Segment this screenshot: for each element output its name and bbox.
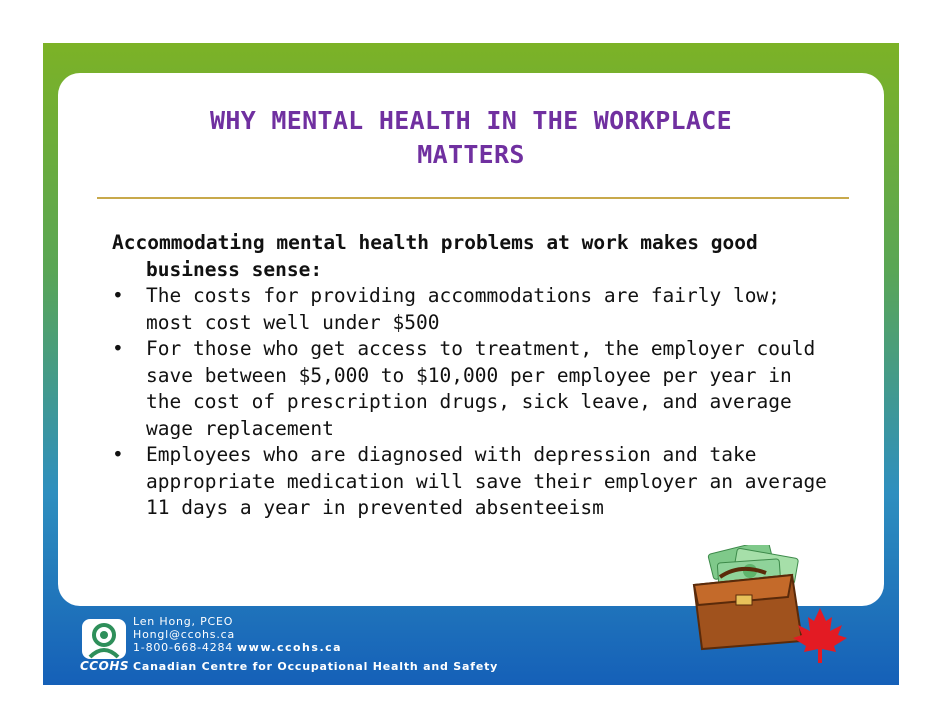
slide-title bbox=[0, 104, 942, 172]
bullet-symbol: • bbox=[112, 284, 124, 307]
contact-name: Len Hong, PCEO bbox=[133, 615, 234, 628]
contact-block bbox=[133, 615, 235, 654]
bullet-text: For those who get access to treatment, the employer could save between $5,000 to $10,000 per employee per year in the cost of prescription drugs, sick leave, and average wage replacement bbox=[146, 337, 816, 440]
bullet-item bbox=[112, 336, 832, 442]
ccohs-logo-icon bbox=[80, 617, 128, 661]
title-line-2: MATTERS bbox=[417, 140, 525, 169]
bullet-text: Employees who are diagnosed with depression and take appropriate medication will save their employer an average 11 days a year in prevented absenteeism bbox=[146, 443, 827, 519]
slide-body bbox=[112, 230, 832, 522]
title-line-1: WHY MENTAL HEALTH IN THE WORKPLACE bbox=[210, 106, 732, 135]
contact-email[interactable]: Hongl@ccohs.ca bbox=[133, 628, 236, 641]
intro-text: Accommodating mental health problems at work makes good business sense: bbox=[112, 231, 758, 281]
bullet-symbol: • bbox=[112, 443, 124, 466]
bullet-item bbox=[112, 283, 832, 336]
title-divider bbox=[97, 197, 849, 199]
bullet-item bbox=[112, 442, 832, 522]
contact-phone: 1-800-668-4284 bbox=[133, 641, 234, 654]
bullet-text: The costs for providing accommodations are fairly low; most cost well under $500 bbox=[146, 284, 780, 334]
bullet-list bbox=[112, 283, 832, 522]
maple-leaf-icon bbox=[790, 605, 850, 665]
ccohs-logo-text: CCOHS bbox=[80, 659, 129, 673]
organization-name: Canadian Centre for Occupational Health and Safety bbox=[133, 660, 499, 673]
website-link[interactable]: www.ccohs.ca bbox=[237, 641, 343, 654]
bullet-symbol: • bbox=[112, 337, 124, 360]
